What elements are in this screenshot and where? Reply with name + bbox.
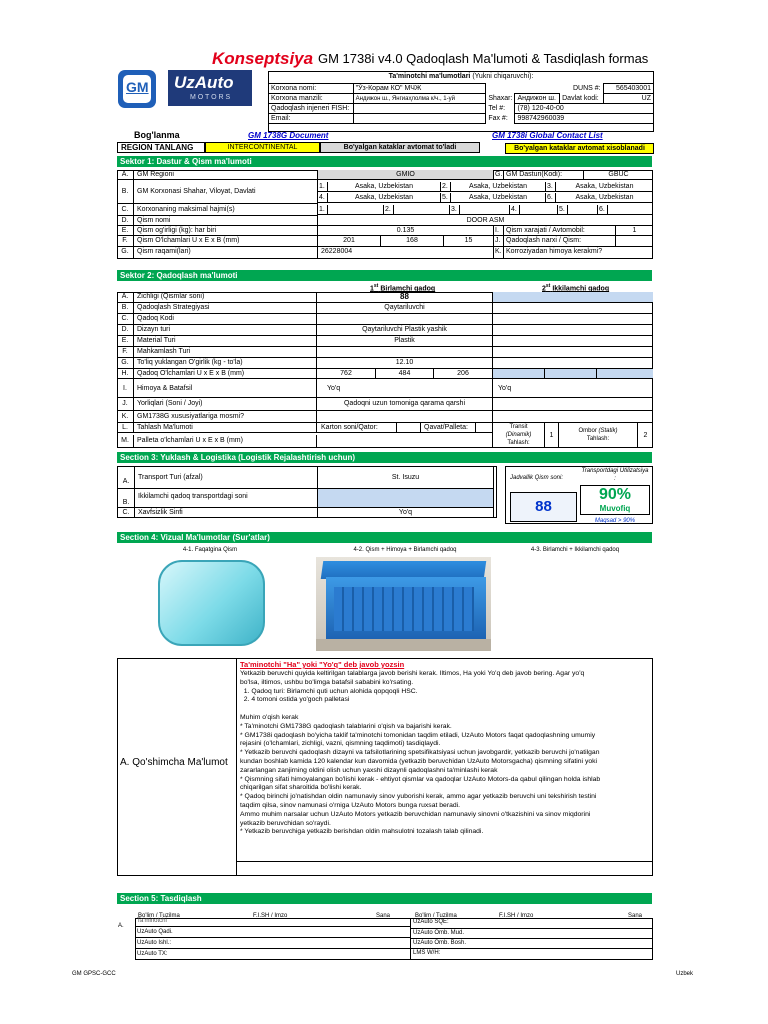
row-label: Mahkamlash Turi [134, 347, 317, 358]
ikkil-uzunlik [493, 369, 545, 379]
row-primary-value[interactable]: 88 [317, 292, 493, 303]
row-secondary-value[interactable] [493, 303, 653, 314]
hajm-3[interactable] [460, 205, 510, 215]
ikkil-eni [545, 369, 597, 379]
location-1[interactable]: Asaka, Uzbekistan [328, 182, 441, 192]
row-label: Zichligi (Qismlar soni) [134, 292, 317, 303]
qism-xarajati-label: Qism xarajati / Avtomobil: [504, 226, 616, 236]
packaging-row [117, 292, 653, 303]
gm-korxonasi-label: GM Korxonasi Shahar, Viloyat, Davlati [134, 180, 318, 204]
row-secondary-value[interactable] [493, 336, 653, 347]
muvofiq-label: Muvofiq [599, 504, 631, 513]
gm-regioni-value: GMIO [318, 170, 494, 180]
row-label: Qadoqlash Strategiyasi [134, 303, 317, 314]
note-line: * Yetkazib beruvchiga yetkazib berishdan oldin mahsulotni tozalash talab qilinadi. [240, 828, 484, 836]
note-line: Muhim o'qish kerak [240, 713, 299, 721]
himoya-label: Himoya & Batafsil [134, 379, 317, 398]
korxona-hajmi-label: Korxonaning maksimal hajmi(s) [134, 204, 318, 216]
note-line: * Yetkazib beruvchi qadoqlash dizayni va tafsilotlarining spetsifikatsiyasi uchun javobgardir, yetkazib beruvchi jo'natilgan [240, 749, 600, 757]
row-primary-value[interactable] [317, 347, 493, 358]
notes-heading: Ta'minotchi "Ha" yoki "Yo'q" deb javob yozsin [240, 660, 405, 669]
note-line: * Qadoq birinchi jo'natishdan oldin namunaviy sinov yuborishi kerak, ammo agar yetkazib beruvchi uni tekshirish testini [240, 793, 597, 801]
packaging-row [117, 358, 653, 369]
qism-nomi-label: Qism nomi [134, 216, 318, 226]
hajm-1[interactable] [328, 205, 384, 215]
note-line: chiqarilgan sifat sharoitida bo'lishi kerak. [240, 784, 362, 792]
name-label: Korxona nomi: [269, 84, 354, 94]
engineer-value[interactable] [353, 104, 486, 114]
bolim-header-right: Bo'lim / Tuzilma [415, 913, 457, 919]
qism-nomi-value[interactable]: DOOR ASM [318, 216, 653, 226]
boglanma-label: Bog'lanma [134, 130, 180, 140]
row-secondary-value[interactable] [493, 292, 653, 303]
ikkilamchi-soni-value [318, 489, 494, 508]
note-line: yetkazib beruvchidan so'raydi. [240, 819, 331, 827]
approval-row-left[interactable]: UzAuto TX: [135, 948, 411, 959]
location-2[interactable]: Asaka, Uzbekistan [451, 182, 546, 192]
taminotchi-label: Ta'minotchi [137, 918, 167, 924]
qism-balandlik[interactable]: 15 [444, 236, 494, 247]
auto-calc-note: Bo'yalgan kataklar avtomat xisoblanadi [505, 143, 654, 154]
qism-xarajati-value[interactable]: 1 [616, 226, 653, 236]
qadoq-olchamlari-label: Qadoq O'lchamlari U x E x B (mm) [134, 369, 317, 379]
approval-row-right[interactable]: UzAuto Omb. Mud. [411, 928, 653, 938]
name-value[interactable]: "Ўз-Корам КО" МЧЖ [353, 84, 486, 94]
transit-tahlash-label: Tahlash: [507, 440, 530, 446]
region-select[interactable]: INTERCONTINENTAL [205, 142, 320, 153]
uzauto-logo: UzAuto M O T O R S [168, 70, 252, 106]
supplier-heading: Ta'minotchi ma'lumotlari (Yukni chiqaruvchi): [388, 73, 534, 80]
section2-title: Sektor 2: Qadoqlash ma'lumoti [117, 270, 652, 281]
qadoq-uzunlik[interactable]: 762 [317, 369, 376, 379]
note-line: * Qismning sifati himoyalangan bo'lishi kerak - ehtiyot qismlar va qadoqlar UzAuto Motors-da qabul qilingan holda ishlab [240, 775, 601, 783]
xavfsizlik-label: Xavfsizlik Sinfi [135, 508, 318, 518]
approval-row-right[interactable]: LMS W/H: [411, 948, 653, 958]
ombor-value[interactable]: 2 [637, 423, 653, 448]
primary-header: 1st Birlamchi qadoq [370, 283, 436, 293]
karton-value[interactable] [397, 423, 421, 433]
approval-row-right[interactable]: UzAuto SQE: [413, 919, 449, 925]
global-contact-link[interactable]: GM 1738i Global Contact List [492, 131, 603, 140]
row-label: Dizayn turi [134, 325, 317, 336]
qadoqlash-narxi-value[interactable] [616, 236, 653, 247]
davlat-label: Davlat kodi: [562, 94, 599, 102]
form-title: GM 1738i v4.0 Qadoqlash Ma'lumoti & Tasdiqlash formas [318, 51, 649, 66]
qism-ogirligi-value[interactable]: 0.135 [318, 226, 494, 236]
fax-label: Fax #: [488, 115, 508, 122]
fish-header-left: F.I.SH / Imzo [253, 913, 288, 919]
transport-turi-value[interactable]: St. Isuzu [318, 467, 494, 489]
hajm-2[interactable] [394, 205, 450, 215]
himoya-birlamchi[interactable]: Yo'q [317, 379, 493, 398]
shaxar-value[interactable]: Андижон ш. [515, 94, 560, 104]
supplier-table [268, 83, 654, 124]
caption-4-2: 4-2. Qism + Himoya + Birlamchi qadoq [353, 547, 457, 553]
approval-row-left[interactable]: UzAuto Ishl.: [135, 937, 411, 948]
util-value-box [580, 485, 650, 515]
address-value[interactable]: Андижон ш., Янгиаҳлолма к/ч., 1-уй [353, 94, 486, 104]
note-line: bo'lsa, iltimos, ushbu bo'limga batafsil sababini ko'rsating. [240, 678, 414, 686]
davlat-value[interactable]: UZ [603, 94, 653, 104]
row-secondary-value[interactable] [493, 358, 653, 369]
auto-fill-note: Bo'yalgan kataklar avtomat to'ladi [320, 142, 480, 153]
section5-a: A. [118, 923, 124, 929]
row-key: B. [117, 303, 134, 314]
xavfsizlik-value[interactable]: Yo'q [318, 508, 494, 518]
part-image [158, 560, 265, 646]
duns-label: DUNS #: [573, 85, 601, 92]
row-primary-value[interactable] [317, 314, 493, 325]
section4-title: Section 4: Vizual Ma'lumotlar (Sur'atlar) [117, 532, 652, 543]
packaging-row [117, 314, 653, 325]
row-key: D. [117, 325, 134, 336]
note-line: Yetkazib beruvchi quyida keltirilgan talablarga javob berishi kerak. Iltimos, Ha yoki Yo'q deb javob bering. Agar yo'q [240, 670, 585, 677]
row-secondary-value[interactable] [493, 314, 653, 325]
qavat-value[interactable] [476, 423, 493, 433]
secondary-header: 2st Ikkilamchi qadoq [542, 283, 610, 293]
qadoqlash-narxi-label: Qadoqlash narxi / Qism: [504, 236, 616, 247]
gm1738g-birlamchi[interactable] [317, 411, 493, 423]
util-label: Transportdagi Utilizatsiya : [581, 468, 649, 482]
location-4[interactable]: Asaka, Uzbekistan [328, 193, 441, 203]
note-line [240, 705, 650, 714]
gm-logo: GM [118, 70, 156, 108]
qism-ogirligi-label: Qism og'irligi (kg): har biri [134, 226, 318, 236]
maqsad-label: Maqsad > 90% [594, 518, 636, 524]
notes-label: A. Qo'shimcha Ma'lumot [120, 757, 228, 768]
fish-header-right: F.I.SH / Imzo [499, 913, 534, 919]
tel-value[interactable]: (78) 120-40-00 [515, 104, 654, 114]
caption-4-3: 4-3. Birlamchi + Ikkilamchi qadoq [530, 547, 620, 553]
notes-text [240, 670, 650, 837]
bolim-header-left: Bo'lim / Tuzilma [138, 913, 180, 919]
hajm-6[interactable] [608, 205, 653, 215]
section3-table: A. Transport Turi (afzal) St. Isuzu B. Ikkilamchi qadoq transportdagi soni C. Xavfsizlik Sinfi Yo'q [117, 466, 497, 518]
row-secondary-value[interactable] [493, 325, 653, 336]
himoya-ikkilamchi[interactable]: Yo'q [493, 379, 653, 398]
approval-row-right[interactable]: UzAuto Omb. Bosh. [411, 938, 653, 948]
packaging-row [117, 325, 653, 336]
qadoq-balandlik[interactable]: 206 [434, 369, 493, 379]
hajm-4[interactable] [520, 205, 558, 215]
gm-dasturi-value[interactable]: GBUC [584, 170, 653, 180]
footer-left: GM GPSC-GCC [72, 971, 116, 977]
jadval-value: 88 [510, 492, 577, 522]
sana-header-left: Sana [376, 913, 391, 919]
row-key: A. [117, 292, 134, 303]
packaging-row [117, 303, 653, 314]
gm1738g-link[interactable]: GM 1738G Document [248, 131, 329, 140]
row-primary-value[interactable]: Qaytariluvchi Plastik yashik [317, 325, 493, 336]
packaging-row [117, 336, 653, 347]
tahlash-label: Tahlash Ma'lumoti [134, 423, 317, 433]
palleta-olchamlari-label: Palleta o'lchamlari U x E x B (mm) [134, 435, 317, 448]
shaxar-label: Shaxar: [488, 95, 513, 102]
note-line: 2. 4 tomoni ostida yo'goch palletasi [240, 696, 350, 704]
row-key: E. [117, 336, 134, 347]
row-key: C. [117, 314, 134, 325]
ikkilamchi-soni-label: Ikkilamchi qadoq transportdagi soni [135, 489, 318, 508]
duns-value[interactable]: 565403001 [603, 84, 653, 94]
note-line: zararlangan zanjirning oldini olish uchun yaxshi dizaynli qadoqlashni ta'minlashi kerak [240, 766, 498, 774]
email-label: Email: [269, 114, 354, 124]
crate-image [316, 557, 491, 651]
note-line: taqdim qilsa, sinov namunasi o'rniga UzAuto Motors bunga ruxsat beradi. [240, 801, 461, 809]
ikkil-balandlik [597, 369, 653, 379]
korroziya-label: Korroziyadan himoya kerakmi? [506, 248, 603, 255]
note-line: kundan boshlab kamida 120 kalendar kun davomida (yetkazib beruvchidan UzAuto Motorsgacha) qismning sifatini yoki [240, 757, 598, 765]
address-label: Korxona manzili: [269, 94, 354, 104]
yorliqlari-ikkilamchi[interactable] [493, 398, 653, 411]
caption-4-1: 4-1. Faqatgina Qism [182, 547, 238, 553]
section1-title: Sektor 1: Dastur & Qism ma'lumoti [117, 156, 652, 167]
transit-value[interactable]: 1 [545, 423, 559, 448]
gm1738g-mosmi-label: GM1738G xususiyatlariga mosmi? [134, 411, 317, 423]
gm1738g-ikkilamchi[interactable] [493, 411, 653, 423]
gm-regioni-label: GM Regioni [134, 170, 318, 180]
konseptsiya-title: Konseptsiya [212, 49, 314, 68]
hajm-5[interactable] [568, 205, 598, 215]
row-secondary-value[interactable] [493, 347, 653, 358]
dinamik-label: (Dinamik) [505, 432, 532, 438]
gm-dasturi-label: GM Dasturi(Kodi): [504, 170, 584, 180]
karton-label: Karton soni/Qator: [317, 423, 397, 433]
section3-title: Section 3: Yuklash & Logistika (Logistik Rejalashtirish uchun) [117, 452, 652, 463]
qavat-label: Qavat/Palleta: [421, 423, 476, 433]
fax-value[interactable]: 998742960039 [515, 114, 654, 124]
row-key: G. [117, 358, 134, 369]
row-label: Material Turi [134, 336, 317, 347]
transit-label: Transit [509, 424, 528, 430]
note-line: 1. Qadoq turi: Birlamchi quti uchun alohida qopqoqli HSC. [240, 687, 418, 695]
qism-olchamlari-label: Qism O'lchamlari U x E x B (mm) [134, 236, 318, 247]
jadval-label: Jadvallik Qism soni: [510, 475, 564, 481]
footer-right: Uzbek [676, 971, 694, 977]
util-value: 90% [598, 486, 632, 503]
region-label: REGION TANLANG [117, 142, 205, 153]
row-label: To'liq yuklangan O'girlik (kg - to'la) [134, 358, 317, 369]
approval-row-left[interactable]: UzAuto Qadi. [135, 926, 411, 937]
tel-label: Tel #: [488, 105, 506, 112]
note-line: rejasini (o'lchamlari, zichligi, vazni, qismning taqdimoti) tasdiqlaydi. [240, 740, 441, 748]
location-5[interactable]: Asaka, Uzbekistan [451, 193, 546, 203]
packaging-row [117, 347, 653, 358]
qism-uzunlik[interactable]: 201 [318, 236, 381, 247]
qism-raqami-label: Qism raqami(lari) [134, 247, 318, 258]
engineer-label: Qadoqlash injeneri FISH: [269, 104, 354, 114]
note-line: * Ta'minotchi GM1738G qadoqlash talablarini o'qish va bajarishi kerak. [240, 722, 452, 730]
qism-eni[interactable]: 168 [381, 236, 444, 247]
row-primary-value[interactable]: Qaytariluvchi [317, 303, 493, 314]
row-primary-value[interactable]: 12.10 [317, 358, 493, 369]
transport-turi-label: Transport Turi (afzal) [135, 467, 318, 489]
note-line: Ammo muhim narsalar uchun UzAuto Motors yetkazib beruvchidan namunaviy sinovni o'tkazishini va sinov miqdorini [240, 810, 591, 818]
qadoq-eni[interactable]: 484 [376, 369, 434, 379]
email-value[interactable] [353, 114, 486, 124]
section5-title: Section 5: Tasdiqlash [117, 893, 652, 904]
palleta-olchamlari-value[interactable] [317, 433, 493, 448]
sana-header-right: Sana [628, 913, 643, 919]
row-label: Qadoq Kodi [134, 314, 317, 325]
row-primary-value[interactable]: Plastik [317, 336, 493, 347]
location-3[interactable]: Asaka, Uzbekistan [556, 182, 653, 192]
location-6[interactable]: Asaka, Uzbekistan [556, 193, 653, 203]
qism-raqami-value[interactable]: 26228004 [318, 247, 494, 258]
yorliqlari-birlamchi[interactable]: Qadoqni uzun tomoniga qarama qarshi [317, 398, 493, 411]
yorliqlari-label: Yorliqlari (Soni / Joyi) [134, 398, 317, 411]
note-line: * GM1738i qadoqlash bo'yicha taklif ta'minotchi tomonidan taqdim etiladi, UzAuto Motors faqat qadoqlashning umumiy [240, 731, 596, 739]
row-key: F. [117, 347, 134, 358]
